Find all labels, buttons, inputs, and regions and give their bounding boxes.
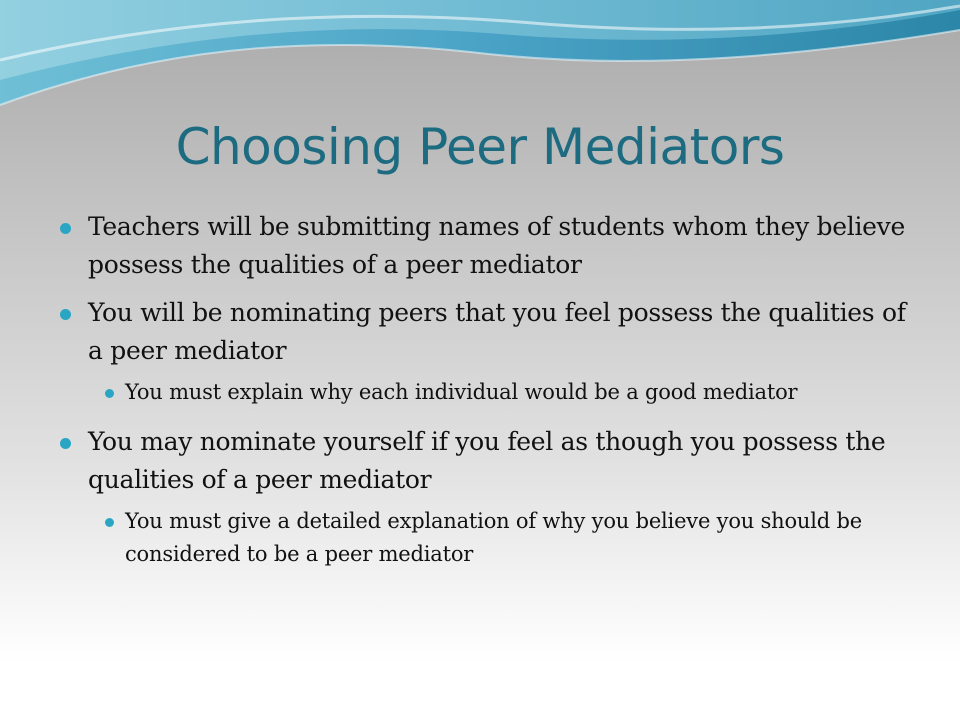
sub-bullet-text: You must explain why each individual would be a good mediator — [125, 380, 798, 404]
sub-bullet-item — [58, 505, 908, 571]
bullet-text: Teachers will be submitting names of students whom they believe possess the qualities of a peer mediator — [88, 212, 905, 279]
sub-bullet-text: You must give a detailed explanation of why you believe you should be considered to be a peer mediator — [125, 509, 862, 566]
sub-bullet-item — [58, 376, 908, 409]
bullet-item — [58, 294, 908, 370]
bullet-list — [58, 208, 908, 585]
slide-title: Choosing Peer Mediators — [175, 118, 785, 176]
header-wave-decoration — [0, 0, 960, 130]
bullet-item — [58, 423, 908, 499]
sub-bullet-dot-icon — [105, 389, 114, 398]
bullet-item — [58, 208, 908, 284]
bullet-text: You will be nominating peers that you feel possess the qualities of a peer mediator — [88, 298, 906, 365]
sub-bullet-dot-icon — [105, 518, 114, 527]
bullet-dot-icon — [60, 223, 71, 234]
bullet-text: You may nominate yourself if you feel as though you possess the qualities of a peer mediator — [88, 427, 886, 494]
bullet-dot-icon — [60, 438, 71, 449]
bullet-dot-icon — [60, 309, 71, 320]
